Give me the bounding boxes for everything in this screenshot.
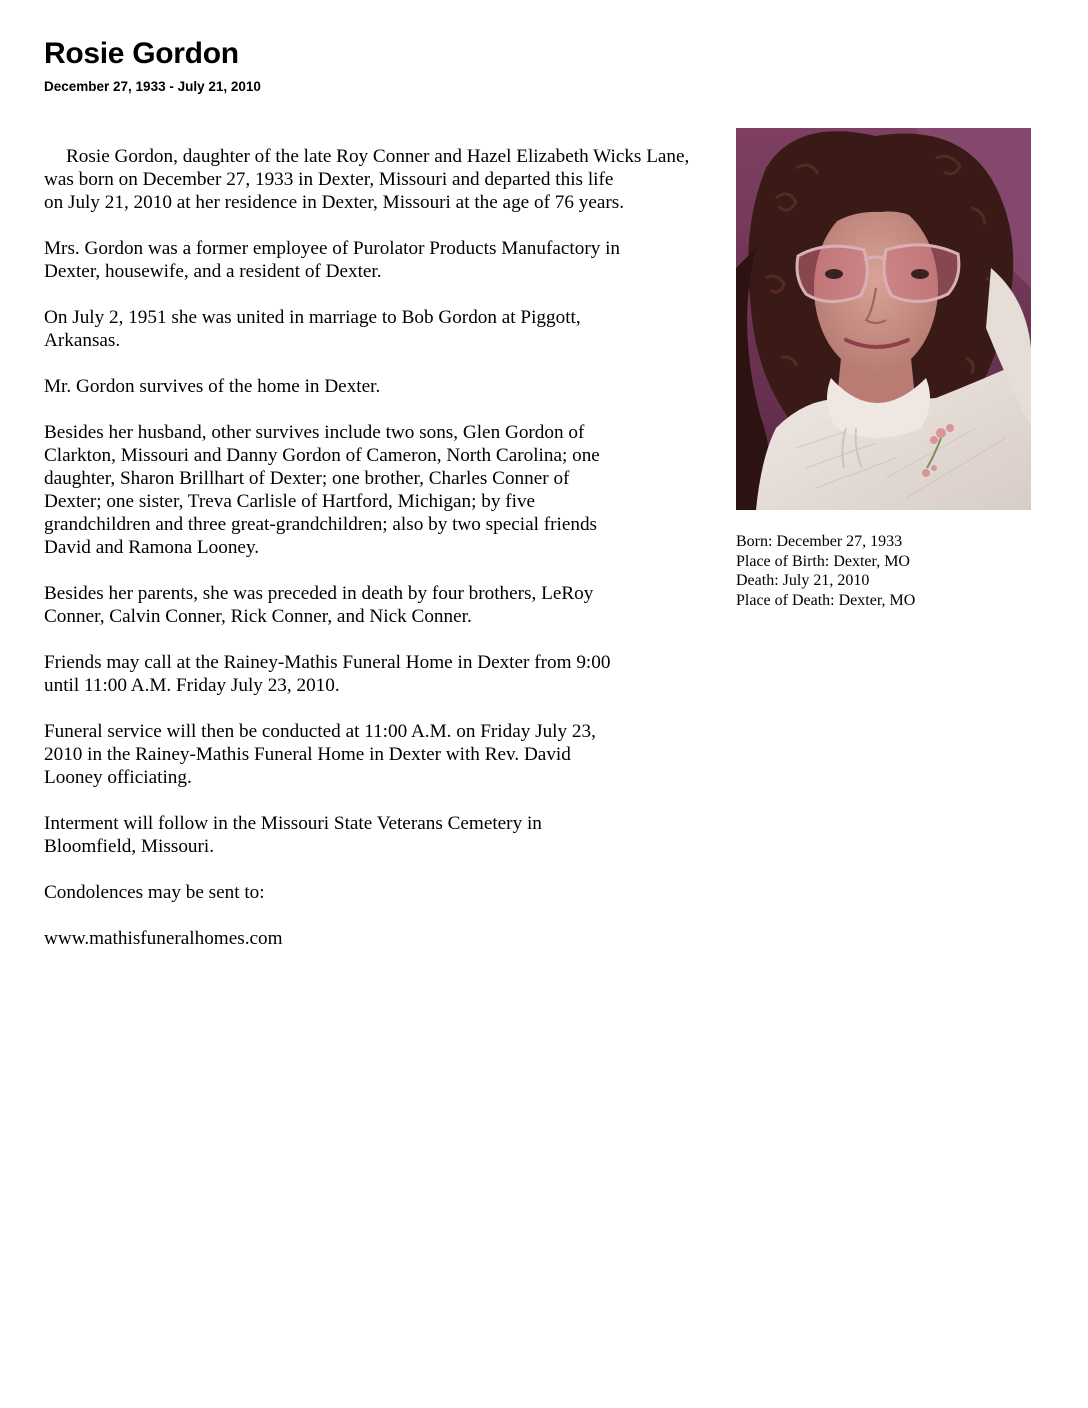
born-date: Born: December 27, 1933 (736, 533, 903, 550)
life-dates: December 27, 1933 - July 21, 2010 (44, 79, 261, 94)
portrait-photo-icon (736, 128, 1031, 510)
obituary-body (44, 145, 764, 973)
funeral-home-website: www.mathisfuneralhomes.com (44, 928, 283, 949)
obituary-paragraph: Interment will follow in the Missouri State Veterans Cemetery in Bloomfield, Missouri. (44, 813, 542, 857)
death-date: Death: July 21, 2010 (736, 572, 870, 589)
obituary-paragraph: Friends may call at the Rainey-Mathis Funeral Home in Dexter from 9:00 until 11:00 A.M. Friday July 23, 2010. (44, 652, 611, 696)
portrait-photo (736, 128, 1031, 510)
birth-place: Place of Birth: Dexter, MO (736, 552, 910, 570)
obituary-paragraph: Rosie Gordon, daughter of the late Roy Conner and Hazel Elizabeth Wicks Lane, was born on December 27, 1933 in Dexter, Missouri and departed this life on July 21, 2010 at her residence in Dexter, Missouri at the age of 76 years. (44, 146, 690, 213)
obituary-paragraph: Funeral service will then be conducted at 11:00 A.M. on Friday July 23, 2010 in the Rainey-Mathis Funeral Home in Dexter with Rev. David Looney officiating. (44, 721, 596, 788)
obituary-paragraph: On July 2, 1951 she was united in marriage to Bob Gordon at Piggott, Arkansas. (44, 307, 581, 351)
obituary-name: Rosie Gordon (44, 37, 239, 70)
obituary-paragraph: Besides her husband, other survives include two sons, Glen Gordon of Clarkton, Missouri and Danny Gordon of Cameron, North Carolina; one daughter, Sharon Brillhart of Dexter; one brother, Charles Conner of Dexter; one sister, Treva Carlisle of Hartford, Michigan; by five grandchildren and three great-grandchildren; also by two special friends David and Ramona Looney. (44, 422, 600, 558)
obituary-paragraph: Mrs. Gordon was a former employee of Purolator Products Manufactory in Dexter, housewife, and a resident of Dexter. (44, 238, 621, 282)
vital-facts (736, 532, 1036, 610)
obituary-paragraph: Besides her parents, she was preceded in death by four brothers, LeRoy Conner, Calvin Conner, Rick Conner, and Nick Conner. (44, 583, 594, 627)
obituary-paragraph: Mr. Gordon survives of the home in Dexter. (44, 376, 381, 397)
death-place: Place of Death: Dexter, MO (736, 591, 916, 609)
obituary-paragraph: Condolences may be sent to: (44, 882, 265, 903)
